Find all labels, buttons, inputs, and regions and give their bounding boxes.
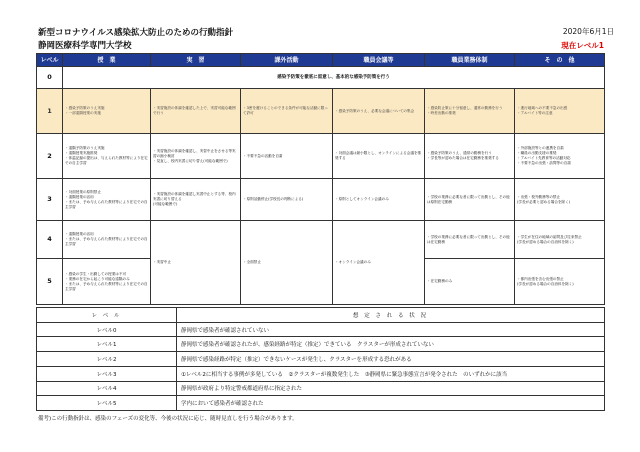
situation-row (37, 352, 605, 367)
level-cell: 5 (37, 259, 63, 305)
table-cell: ・遠隔授業の活用 ・または、予め与えられた教材等により在宅での自主学習 (63, 221, 151, 259)
table-cell: ・出張・校外勤務等の禁止 (学長が必要と認める場合を除く) (515, 179, 605, 221)
table-cell: ・全面禁止 (241, 221, 333, 305)
table-cell: ・3密を避けることのできる条件が可能な活動に限って許可 (241, 89, 333, 134)
situation-row (37, 337, 605, 352)
situation-row (37, 322, 605, 337)
situation-description: ①レベル2に相当する事例が多発している ②クラスターが複数発生した ③静岡県に緊急事態宣言が発令された のいずれかに該当 (177, 366, 605, 381)
table-row-level-1 (37, 89, 605, 134)
table-cell: ・対面授業の原則禁止 ・遠隔授業の活用 ・または、予め与えられた教材等により在宅での自主学習 (63, 179, 151, 221)
current-level-label: 現在レベル1 (561, 41, 604, 50)
situation-level: レベル4 (37, 381, 177, 396)
table-cell: ・学校の業務に必要な者に限って出勤とし、その他は在宅勤務 (425, 221, 515, 259)
table-cell: ・不要不急の活動を自粛 (241, 134, 333, 179)
table-cell: ・在宅勤務のみ (425, 259, 515, 305)
situation-level: レベル0 (37, 322, 177, 337)
table-cell: ・感染予防策のうえ、必要な会議についての集会 (333, 89, 425, 134)
situation-table (36, 307, 605, 411)
table-cell: ・原則活動停止(学校長の判断による) (241, 179, 333, 221)
level-cell: 2 (37, 134, 63, 179)
situation-description: 静岡県で感染者が確認されたが、感染経路が特定（推定）できている クラスターが形成されていない (177, 337, 605, 352)
situation-description: 静岡県で感染経路が特定（推定）できないケースが発生し、クラスターを形成する恐れがある (177, 352, 605, 367)
table-cell: ・オンライン会議のみ (333, 221, 425, 305)
situation-level: レベル2 (37, 352, 177, 367)
level-cell: 3 (37, 179, 63, 221)
situation-header-level: レ ベ ル (37, 308, 177, 323)
document-title: 新型コロナウイルス感染拡大防止のための行動指針 (38, 28, 233, 38)
situation-level: レベル3 (37, 366, 177, 381)
situation-row (37, 381, 605, 396)
table-cell: ・原則としてオンライン会議のみ (333, 179, 425, 221)
header-practicum: 実 習 (151, 54, 241, 67)
table-cell: ・外部施設等との連携を自粛 ・職員の出勤支援の推奨 ・アルバイト先教育等の活動対応 ・不要不急の出張・訪問等の自粛 (515, 134, 605, 179)
table-header-row (37, 54, 605, 67)
table-row-level-2 (37, 134, 605, 179)
header-extracurricular: 課外活動 (241, 54, 333, 67)
header-staff-work-system: 職員業務体制 (425, 54, 515, 67)
situation-level: レベル5 (37, 396, 177, 411)
table-cell: ・遠隔予防策のうえ実施 ・遠隔授業実施推奨 ・体温記録の提出は、与えられた教材等により在宅での自主学習 (63, 134, 151, 179)
table-cell: ・感染の学生・出勤しての授業は不可 ・業務の在宅から起こり可能な遠隔のみ ・または、予め与えられた教材等により在宅での自主学習 (63, 259, 151, 305)
header-other: そ の 他 (515, 54, 605, 67)
footnote: 備考)この行動指針は、感染のフェーズの変化等、今後の状況に応じ、随時見直しを行う場合があります。 (38, 416, 298, 422)
situation-description: 静岡県が政府より特定警戒都道府県に指定された (177, 381, 605, 396)
situation-row (37, 366, 605, 381)
table-cell: ・学校の業務に必要な者に限って出勤とし、その他は原則在宅勤務 (425, 179, 515, 221)
table-cell: ・実習施設の体調を確認し実習中止とする等、校内実習に切り替える (可能な範囲で) (151, 179, 241, 221)
action-guideline-table (36, 53, 605, 305)
header-staff-meetings: 職員会議等 (333, 54, 425, 67)
table-cell: ・感染防止策に十分留意し、通常の勤務を行う ・時差出勤の推奨 (425, 89, 515, 134)
situation-header-description: 想 定 さ れ る 状 況 (177, 308, 605, 323)
level0-guideline: 感染予防策を徹底に留意し、基本的な感染予防策を行う (63, 67, 605, 89)
table-cell: ・感染予防策のうえ、通常の勤務を行う ・学長等が認めた場合は在宅勤務を推奨する (425, 134, 515, 179)
table-cell: ・学生が在住の地域の訪問及び往来禁止 (学長が認める場合の自治体を除く) (515, 221, 605, 259)
document-date: 2020年6月1日 (562, 27, 614, 36)
school-name: 静岡医療科学専門大学校 (38, 41, 132, 51)
situation-description: 学内において感染者が確認された (177, 396, 605, 411)
table-row-level-3 (37, 179, 605, 221)
situation-header-row (37, 308, 605, 323)
level-cell: 0 (37, 67, 63, 89)
table-row-level-0 (37, 67, 605, 89)
situation-row (37, 396, 605, 411)
table-cell: ・感染予防策のうえ実施 ・一部遠隔授業の実施 (63, 89, 151, 134)
table-cell: ・対面会議は最小限とし、オンラインによる会議を推奨する (333, 134, 425, 179)
situation-level: レベル1 (37, 337, 177, 352)
table-cell: ・進行地域への不要不急の出張 ・アルバイト等の注意 (515, 89, 605, 134)
situation-description: 静岡県で感染者が確認されていない (177, 322, 605, 337)
table-cell: ・実習施設の体調を確認した上で、実習可能な範囲で行う (151, 89, 241, 134)
table-cell: ・都内出張を含む出張の禁止 (学長が認める場合の自治体を除く) (515, 259, 605, 305)
table-cell: ・実習施設の体調を確認し、実習中止をさせる等実習の縮小検討 ・見直し、校内実習に切り替え(可能な範囲で) (151, 134, 241, 179)
header-classes: 授 業 (63, 54, 151, 67)
level-cell: 1 (37, 89, 63, 134)
level-cell: 4 (37, 221, 63, 259)
header-level: レベル (37, 54, 63, 67)
table-row-level-4 (37, 221, 605, 259)
table-cell: ・実習中止 (151, 221, 241, 305)
